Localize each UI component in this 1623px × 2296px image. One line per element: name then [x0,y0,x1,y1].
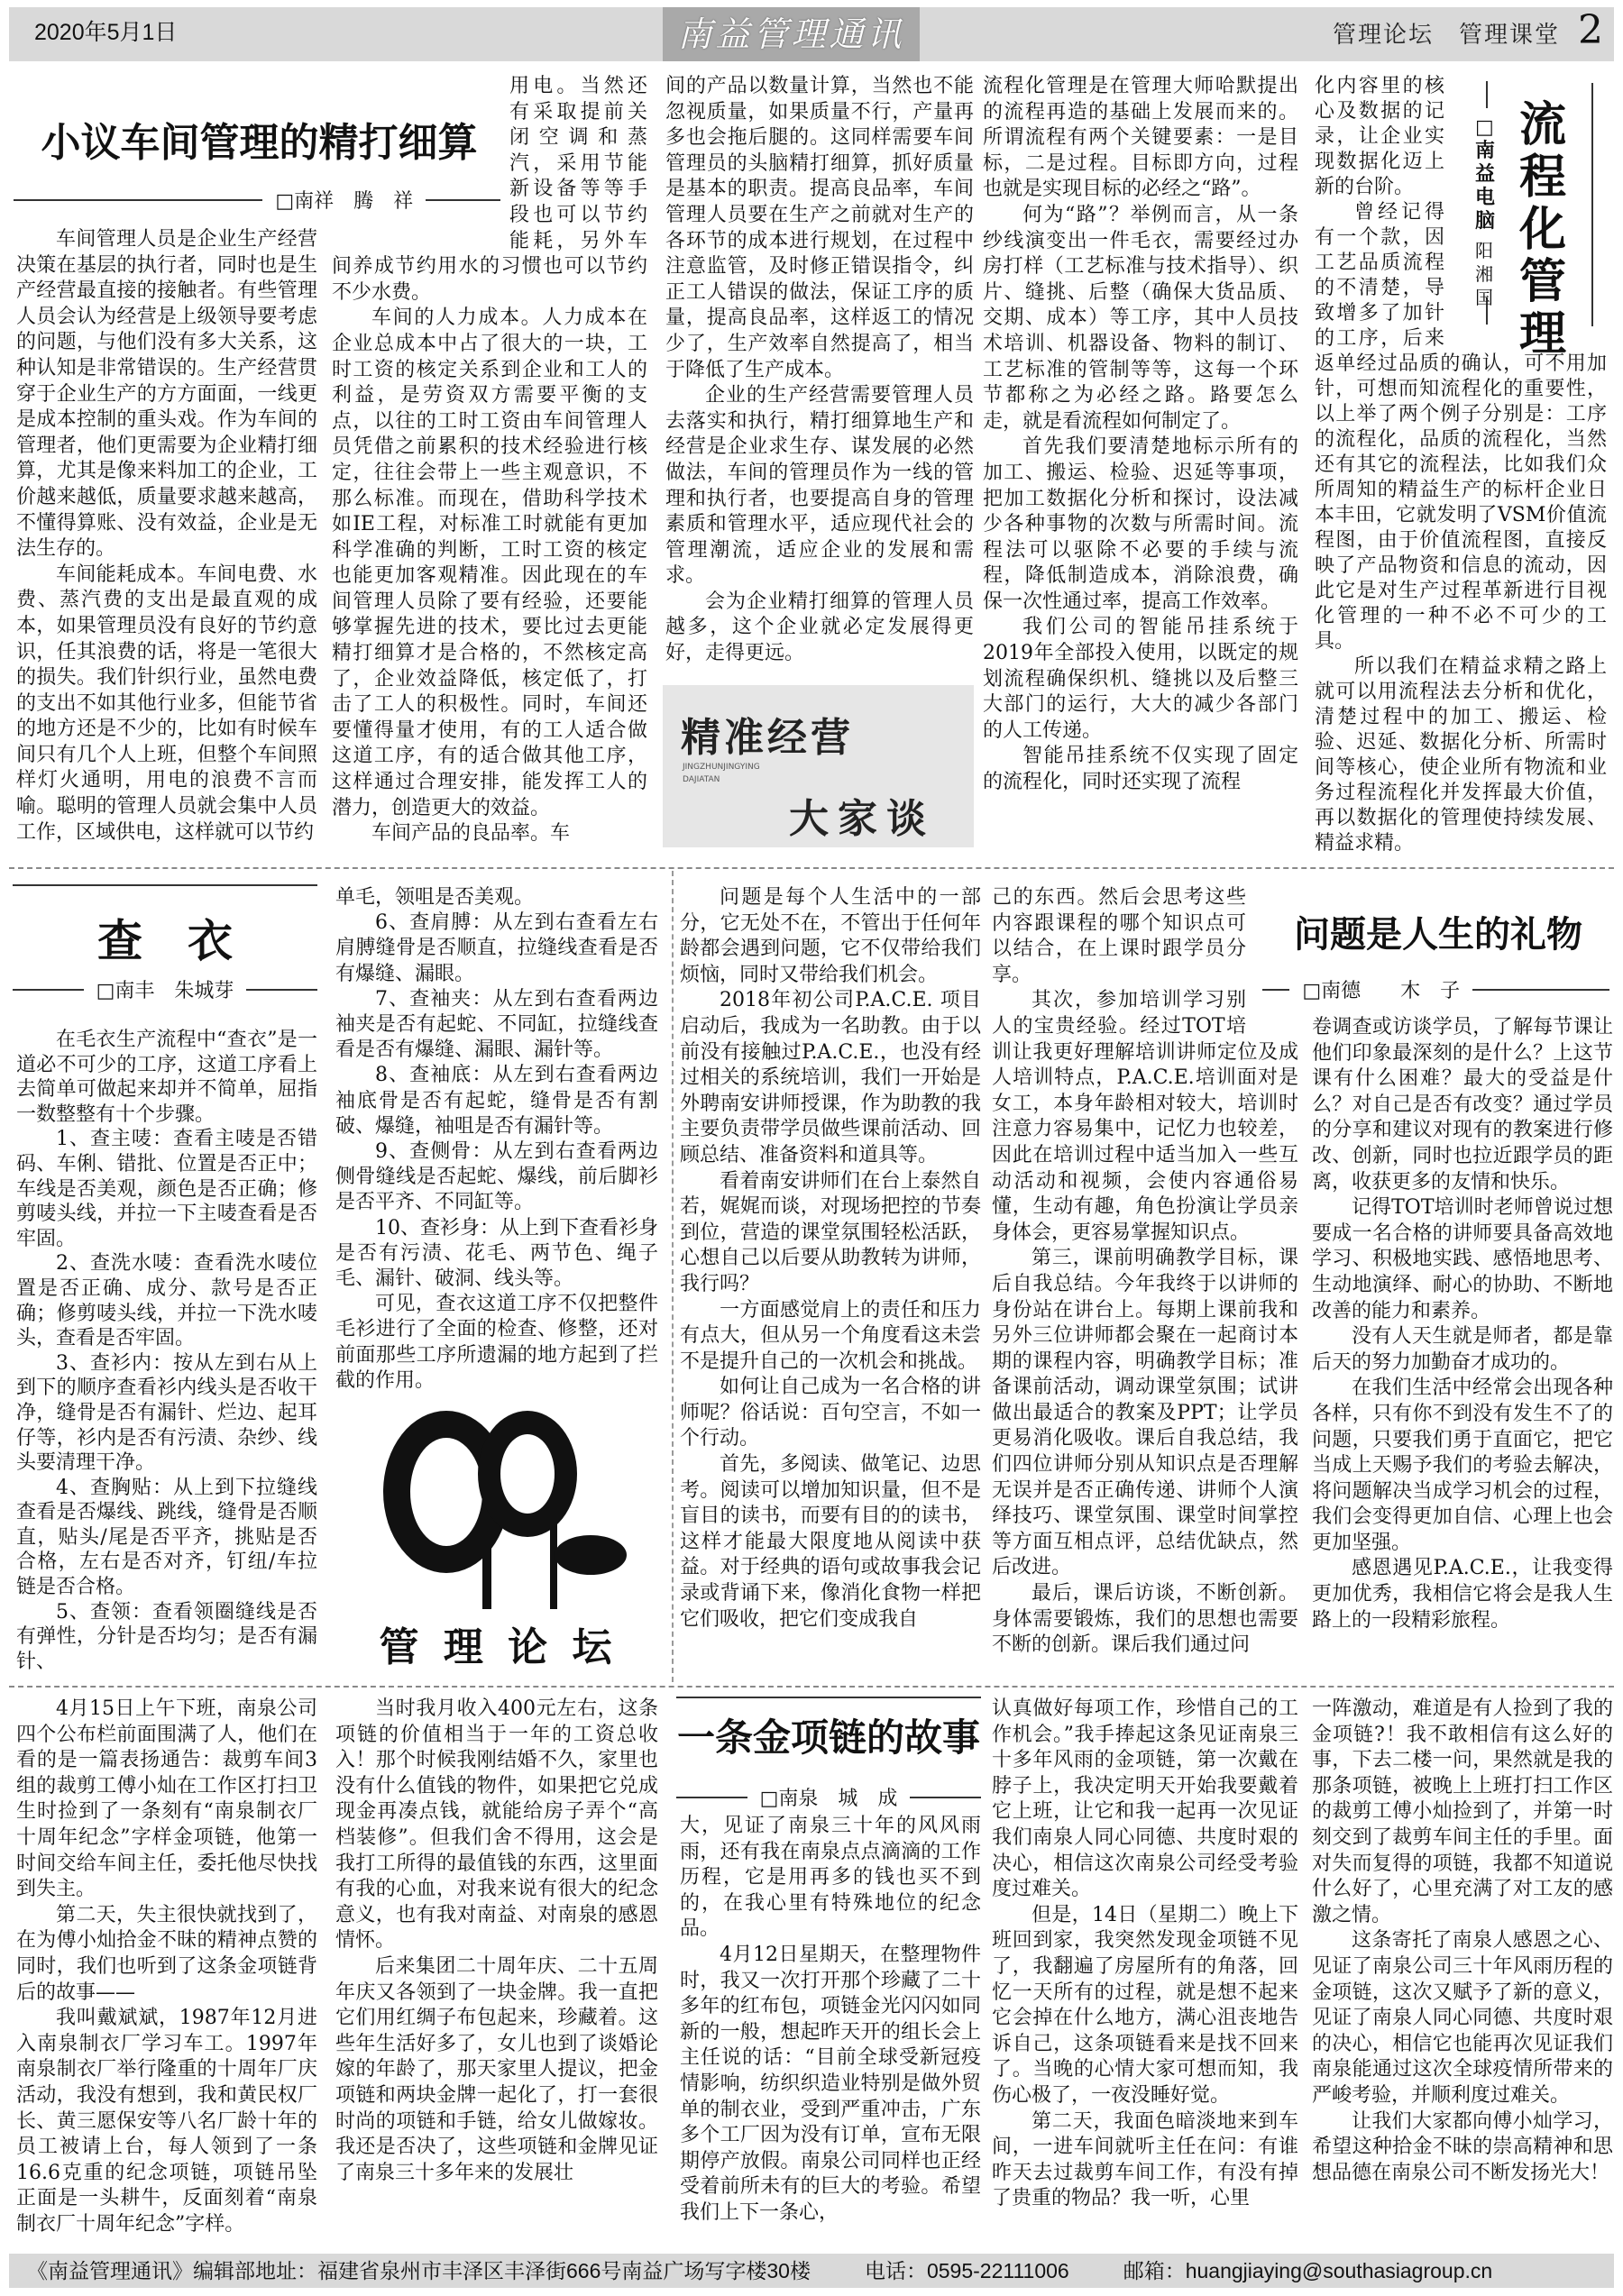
divider [1472,989,1609,991]
divider [14,199,262,201]
paragraph: 所以我们在精益求精之路上就可以用流程法去分析和优化，清楚过程中的加工、搬运、检验、迟延、数据化分析、所需时间等核心，使企业所有物流和业务过程流程化并发挥最大价值，再以数据化的管理使持续发展、精益求精。 [1315,655,1607,855]
paragraph: 2018年初公司P.A.C.E. 项目启动后，我成为一名助教。由于以前没有接触过P.A.C.E.，也没有经过相关的系统培训，我们一开始是外聘南安讲师授课，作为助教的我主要负责带学员做些课前活动、回顾总结、准备资料和道具等。 [680,989,981,1166]
paragraph: 4月15日上午下班，南泉公司四个公布栏前面围满了人，他们在看的是一篇表扬通告：裁剪车间3组的裁剪工傅小灿在工作区打扫卫生时捡到了一条刻有“南泉制衣厂十周年纪念”字样金项链，他第一时间交给车间主任，委托他尽快找到失主。 [16,1697,317,1901]
article-column [16,1028,317,1674]
divider [13,989,84,991]
paragraph: 单毛，领咀是否美观。 [335,886,535,909]
paragraph: 看着南安讲师们在台上泰然自若，娓娓而谈，对现场把控的节奏到位，营造的课堂氛围轻松活跃，心想自己以后要从助教转为讲师，我行吗？ [680,1169,981,1295]
article-column [335,1697,658,2186]
divider [676,1697,981,1698]
divider [246,989,317,991]
article-column [680,885,981,1633]
paragraph: 卷调查或访谈学员，了解每节课让他们印象最深刻的是什么？上这节课有什么困难？最大的受益是什么？对自己是否有改变？通过学员的分享和建议对现有的教案进行修改、创新，同时也拉近跟学员的距离，收获更多的友情和快乐。 [1312,1016,1613,1194]
article-byline [13,975,317,1003]
paragraph: 一方面感觉肩上的责任和压力有点大，但从另一个角度看这未尝不是提升自己的一次机会和挑战。 [680,1298,981,1373]
paragraph: 己的东西。然后会思考这些内容跟课程的哪个知识点可以结合，在上课时跟学员分享。 [992,886,1246,986]
masthead-logo: 南益管理通讯 [663,7,920,61]
article-column [335,885,658,1394]
section-divider [9,1686,1614,1688]
image-caption: 管 理 论 坛 [379,1624,618,1670]
paragraph: 10、查衫身：从上到下查看衫身是否有污渍、花毛、两节色、绳子毛、漏针、破洞、线头等。 [335,1216,658,1291]
paragraph: 最后，课后访谈，不断创新。身体需要锻炼，我们的思想也需要不断的创新。课后我们通过问 [992,1582,1298,1657]
paragraph: 大，见证了南泉三十年的风风雨雨，还有我在南泉点点滴滴的工作历程，它是用再多的钱也买不到的，在我心里有特殊地位的纪念品。 [680,1815,981,1941]
paragraph: 感恩遇见P.A.C.E.，让我变得更加优秀，我相信它将会是我人生路上的一段精彩旅程。 [1312,1557,1613,1632]
phone: 电话：0595-22111006 [864,2259,1069,2282]
banner-subtitle: 大家谈 [789,796,935,842]
paragraph: 企业的生产经营需要管理人员去落实和执行，精打细算地生产和经营是企业求生存、谋发展的必然做法，车间的管理员作为一线的管理和执行者，也要提高自身的管理素质和管理水平，适应现代社会的管理潮流，适应企业的发展和需求。 [665,384,974,588]
author: □南祥 腾 祥 [275,190,414,213]
paragraph: 第二天，我面色暗淡地来到车间，一进车间就听主任在问：有谁昨天去过裁剪车间工作，有没有掉了贵重的物品？我一听，心里 [992,2109,1298,2210]
article-title-vertical: 流程化管理 [1519,97,1567,361]
paragraph: 车间管理人员是企业生产经营决策在基层的执行者，同时也是生产经营最直接的接触者。有些管理人员会认为经营是上级领导要考虑的问题，与他们没有多大关系，这种认知是非常错误的。生产经营贯穿于企业生产的方方面面，一线更是成本控制的重头戏。作为车间的管理者，他们更需要为企业精打细算，尤其是像来料加工的企业，工价越来越低，质量要求越来越高，不懂得算账、没有效益，企业是无法生存的。 [16,228,317,561]
author: □南德 木 子 [1302,980,1461,1002]
article-column [1312,1015,1613,1633]
management-forum-image [347,1402,649,1672]
paragraph: 首先我们要清楚地标示所有的加工、搬运、检验、迟延等事项，把加工数据化分析和探讨，设法减少各种事物的次数与所需时间。流程法可以驱除不必要的手续与流程，降低制造成本，消除浪费，确保一次性通过率，提高工作效率。 [983,435,1298,613]
paragraph: 认真做好每项工作，珍惜自己的工作机会。”我手捧起这条见证南泉三十多年风雨的金项链，第一次戴在脖子上，我决定明天开始我要戴着它上班，让它和我一起再一次见证我们南泉人同心同德、共度时艰的决心，相信这次南泉公司经受考验度过难关。 [992,1697,1298,1901]
paragraph: 首先，多阅读、做笔记、边思考。阅读可以增加知识量，但不是盲目的读书，而要有目的的读书，这样才能最大限度地从阅读中获益。对于经典的语句或故事我会记录或背诵下来，像消化食物一样把它们吸收，把它们变成我自 [680,1453,981,1631]
paragraph: 2、查洗水唛：查看洗水唛位置是否正确、成分、款号是否正确；修剪唛头线，并拉一下洗水唛头，查看是否牢固。 [16,1252,317,1350]
paragraph: 6、查肩膊：从左到右查看左右肩膊缝骨是否顺直，拉缝线查看是否有爆缝、漏眼。 [335,911,658,985]
article-title: 问题是人生的礼物 [1294,913,1582,956]
divider [1591,83,1593,326]
paragraph: 何为“路”？举例而言，从一条纱线演变出一件毛衣，需要经过办房打样（工艺标准与技术指导）、织片、缝挑、后整（确保大货品质、交期、成本）等工序，其中人员技术培训、机器设备、物料的制订、工艺标准的管制等等，这每一个环节都称之为必经之路。路要怎么走，就是看流程如何制定了。 [983,203,1298,433]
jingzhun-banner-image [663,685,974,847]
column-divider [672,871,674,1682]
article-column [680,1814,981,2227]
article-column [16,227,317,846]
article-byline [676,1783,981,1811]
paragraph: 在我们生活中经常会出现各种各样，只有你不到没有发生不了的问题，只要我们勇于直面它，把它当成上天赐予我们的考验去解决，将问题解决当成学习机会的过程，我们会变得更加自信、心理上也会更加坚强。 [1312,1377,1613,1554]
paragraph: 这条寄托了南泉人感恩之心、见证了南泉公司三十年风雨历程的金项链，这次又赋予了新的意义，见证了南泉人同心同德、共度时艰的决心，相信它也能再次见证我们南泉能通过这次全球疫情所带来的严峻考验，并顺利度过难关。 [1312,1929,1613,2107]
paragraph: 其次，参加培训学习别人的宝贵经验。经过TOT培训让我更好理解培训讲师定位及成人培训特点，P.A.C.E.培训面对是女工，本身年龄相对较大，培训时注意力容易集中，记忆力也较差，因此在培训过程中适当加入一些互动活动和视频，会使内容通俗易懂，生动有趣，角色扮演让学员亲身体会，更容易掌握知识点。 [992,989,1298,1244]
issue-date: 2020年5月1日 [34,20,178,45]
paragraph: 5、查领：查看领圈缝线是否有弹性，分针是否均匀；是否有漏针、 [16,1600,317,1673]
article-title: 小议车间管理的精打细算 [41,120,478,166]
page-footer [9,2254,1614,2288]
float-spacer [332,74,509,229]
paragraph: 用电。当然还有采取提前关闭空调和蒸汽，采用节能新设备等等手段也可以节约能耗，另外车间养成节约用水的习惯也可以节约不少水费。 [332,75,647,304]
article-byline [1262,975,1609,1003]
article-title: 查 衣 [97,914,233,967]
article-column [1312,1697,1613,2186]
article-column [332,74,647,847]
paragraph: 9、查侧骨：从左到右查看两边侧骨缝线是否起蛇、爆线，前后脚衫是否平齐、不同缸等。 [335,1140,658,1214]
paragraph: 7、查袖夹：从左到右查看两边袖夹是否有起蛇、不同缸，拉缝线查看是否有爆缝、漏眼、漏针等。 [335,987,658,1062]
email: 邮箱：huangjiaying@southasiagroup.cn [1123,2259,1493,2282]
paragraph: 智能吊挂系统不仅实现了固定的流程化，同时还实现了流程 [983,745,1298,794]
paragraph: 但是，14日（星期二）晚上下班回到家，我突然发现金项链不见了，我翻遍了房屋所有的角落，回忆一天所有的过程，就是想不起来它会掉在什么地方，满心沮丧地告诉自己，这条项链看来是找不回来了。当晚的心情大家可想而知，我伤心极了，一夜没睡好觉。 [992,1903,1298,2107]
paragraph: 我们公司的智能吊挂系统于2019年全部投入使用，以既定的规划流程确保织机、缝挑以及后整三大部门的运行，大大的减少各部门的人工传递。 [983,616,1298,742]
article-column [992,885,1298,1659]
paragraph: 没有人天生就是师者，都是靠后天的努力加勤奋才成功的。 [1312,1325,1613,1374]
article-column [992,1697,1298,2212]
article-title: 一条金项链的故事 [676,1715,980,1760]
paragraph: 记得TOT培训时老师曾说过想要成一名合格的讲师要具备高效地学习、积极地实践、感悟地思考、生动地演绎、耐心的协助、不断地改善的能力和素养。 [1312,1196,1613,1322]
author: □南丰 朱城芽 [96,980,234,1002]
paragraph: 1、查主唛：查看主唛是否错码、车俐、错批、位置是否正中；车线是否美观，颜色是否正确；修剪唛头线，并拉一下主唛查看是否牢固。 [16,1128,317,1250]
divider [676,1797,747,1798]
paragraph: 当时我月收入400元左右，这条项链的价值相当于一年的工资总收入！那个时候我刚结婚不久，家里也没有什么值钱的物件，如果把它兑成现金再凑点钱，就能给房子弄个“高档装修”。但我们舍不得用，这会是我打工所得的最值钱的东西，这里面有我的心血，对我来说有很大的纪念意义，也有我对南益、对南泉的感恩情怀。 [335,1697,658,1953]
paragraph: 流程化管理是在管理大师哈默提出的流程再造的基础上发展而来的。所谓流程有两个关键要素：一是目标，二是过程。目标即方向，过程也就是实现目标的必经之“路”。 [983,75,1298,201]
divider [910,1797,981,1798]
paragraph: 在毛衣生产流程中“查衣”是一道必不可少的工序，这道工序看上去简单可做起来却并不简单，屈指一数整整有十个步骤。 [16,1029,317,1126]
author-unit: □南益电脑 [1475,115,1496,233]
divider [13,884,317,886]
paragraph: 第二天，失主很快就找到了，在为傅小灿拾金不昧的精神点赞的同时，我们也听到了这条金项链背后的故事—— [16,1903,317,2004]
paragraph: 曾经记得有一个款，因工艺品质流程的不清楚，导致增多了加针的工序，后来返单经过品质的确认，可不用加针，可想而知流程化的重要性，以上举了两个例子分别是：工序的流程化，品质的流程化，当然还有其它的流程法，比如我们众所周知的精益生产的标杆企业日本丰田，它就发明了VSM价值流程图，由于价值流程图，直接反映了产品物资和信息的流动，因此它是对生产过程革新进行目视化管理的一种不必不可少的工具。 [1315,201,1607,653]
banner-title: 精准经营 [681,715,854,761]
paragraph: 我叫戴斌斌，1987年12月进入南泉制衣厂学习车工。1997年南泉制衣厂举行隆重的十周年厂庆活动，我没有想到，我和黄民权厂长、黄三愿保安等八名厂龄十年的员工被请上台，每人领到了一条16.6克重的纪念项链，项链吊坠正面是一头耕牛，反面刻着“南泉制衣厂十周年纪念”字样。 [16,2007,317,2236]
paragraph: 4月12日星期天，在整理物件时，我又一次打开那个珍藏了二十多年的红布包，项链金光闪闪如同新的一般，想起昨天开的组长会上主任说的话：“目前全球受新冠疫情影响，纺织织造业特别是做外贸单的制衣业，受到严重冲击，广东多个工厂因为没有订单，宣布无限期停产放假。南泉公司同样也正经受着前所未有的巨大的考验。希望我们上下一条心， [680,1943,981,2224]
paragraph: 问题是每个人生活中的一部分，它无处不在，不管出于任何年龄都会遇到问题，它不仅带给我们烦恼，同时又带给我们机会。 [680,886,981,986]
paragraph: 后来集团二十周年庆、二十五周年庆又各领到了一块金牌。我一直把它们用红绸子布包起来，珍藏着。这些年生活好多了，女儿也到了谈婚论嫁的年龄了，那天家里人提议，把金项链和两块金牌一起化了，打一套很时尚的项链和手链，给女儿做嫁妆。我还是否决了，这些项链和金牌见证了南泉三十多年来的发展壮 [335,1954,658,2184]
paragraph: 车间的人力成本。人力成本在企业总成本中占了很大的一块，工时工资的核定关系到企业和工人的利益，是劳资双方需要平衡的支点，以往的工时工资由车间管理人员凭借之前累积的技术经验进行核定，往往会带上一些主观意识，不那么标准。而现在，借助科学技术如IE工程，对标准工时就能有更加科学准确的判断，工时工资的核定也能更加客观精准。因此现在的车间管理人员除了要有经验，还要能够掌握先进的技术，要比过去更能精打细算才是合格的，不然核定高了，企业效益降低，核定低了，打击了工人的积极性。同时，车间还要懂得量才使用，有的工人适合做这道工序，有的适合做其他工序，这样通过合理安排，能发挥工人的潜力，创造更大的效益。 [332,306,647,819]
divider [1262,989,1289,991]
paragraph: 化内容里的核心及数据的记录，让企业实现数据化迈上新的台阶。 [1315,75,1444,198]
divider [1486,81,1488,108]
paragraph: 一阵激动，难道是有人捡到了我的金项链?！我不敢相信有这么好的事，下去二楼一问，果然就是我的那条项链，被晚上上班打扫工作区的裁剪工傅小灿捡到了，并第一时刻交到了裁剪车间主任的手里。面对失而复得的项链，我都不知道说什么好了，心里充满了对工友的感激之情。 [1312,1697,1613,1926]
paragraph: 可见，查衣这道工序不仅把整件毛衫进行了全面的检查、修整，还对前面那些工序所遗漏的地方起到了拦截的作用。 [335,1293,658,1392]
section-names: 管理论坛 管理课堂 [1332,22,1560,49]
article-column [16,1697,317,2237]
paragraph: 间的产品以数量计算，当然也不能忽视质量，如果质量不行，产量再多也会拖后腿的。这同样需要车间管理员的头脑精打细算，抓好质量是基本的职责。提高良品率，车间管理人员要在生产之前就对生产的各环节的成本进行规划，在过程中注意监管，及时修正错误指令，纠正工人错误的做法，保证工序的质量，提高良品率，这样返工的情况少了，生产效率自然提高了，相当于降低了生产成本。 [665,75,974,381]
paragraph: 如何让自己成为一名合格的讲师呢？俗话说：百句空言，不如一个行动。 [680,1376,981,1450]
paragraph: 4、查胸贴：从上到下拉缝线查看是否爆线、跳线，缝骨是否顺直，贴头/尾是否平齐，挑贴是否合格，左右是否对齐，钉纽/车拉链是否合格。 [16,1476,317,1599]
section-divider [9,867,1614,869]
calla-lily-illustration-icon [347,1402,649,1609]
paragraph: 8、查袖底：从左到右查看两边袖底骨是否有起蛇，缝骨是否有割破、爆缝，袖咀是否有漏针等。 [335,1064,658,1138]
article-column [665,74,974,667]
author: □南泉 城 成 [759,1788,898,1810]
article-column [983,74,1298,796]
paragraph: 车间产品的良品率。车 [371,822,571,846]
page-number: 2 [1578,7,1603,53]
paragraph: 车间能耗成本。车间电费、水费、蒸汽费的支出是最直观的成本，如果管理员没有良好的节约意识，任其浪费的话，将是一笔很大的损失。我们针织行业，虽然电费的支出不如其他行业多，但能节省的地方还是不少的，比如有时候车间只有几个人上班，但整个车间照样灯火通明，用电的浪费不言而喻。聪明的管理人员就会集中人员工作，区域供电，这样就可以节约 [16,563,317,844]
paragraph: 让我们大家都向傅小灿学习，希望这种拾金不昧的崇高精神和思想品德在南泉公司不断发扬光大！ [1312,2109,1613,2184]
paragraph: 3、查衫内：按从左到右从上到下的顺序查看衫内线头是否收干净，缝骨是否有漏针、烂边、起耳仔等，衫内是否有污渍、杂纱、线头要清理干净。 [16,1351,317,1475]
banner-pinyin: JINGZHUNJINGYING [683,763,760,772]
banner-pinyin: DAJIATAN [683,775,720,784]
author-name: 阳湘国 [1475,240,1493,308]
paragraph: 会为企业精打细算的管理人员越多，这个企业就必定发展得更好，走得更远。 [665,590,974,665]
paragraph: 第三，课前明确教学目标，课后自我总结。今年我终于以讲师的身份站在讲台上。每期上课前我和另外三位讲师都会聚在一起商讨本期的课程内容，明确教学目标；准备课前活动，调动课堂氛围；试讲做出最适合的教案及PPT；让学员更易消化吸收。课后自我总结，我们四位讲师分别从知识点是否理解无误并是否正确传递、讲师个人演绎技巧、课堂氛围、课堂时间掌控等方面互相点评，总结优缺点，然后改进。 [992,1247,1298,1579]
editorial-address: 《南益管理通讯》编辑部地址：福建省泉州市丰泽区丰泽街666号南益广场写字楼30楼 [27,2259,811,2282]
